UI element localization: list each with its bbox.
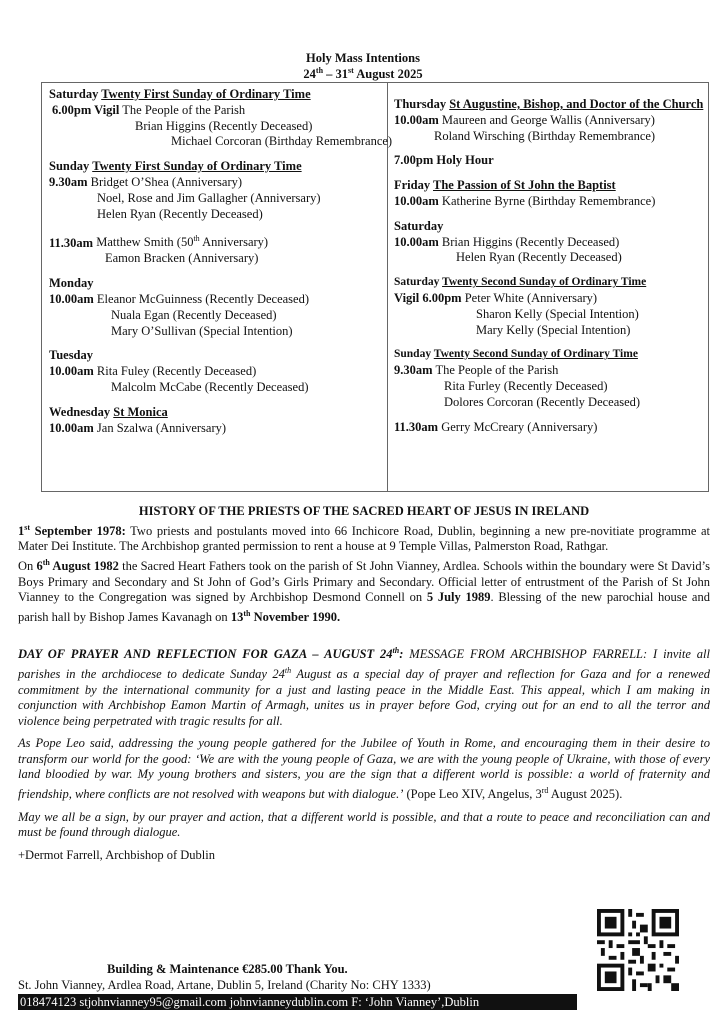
sunday-22-late-block: 11.30am Gerry McCreary (Anniversary) xyxy=(394,419,598,434)
contact-bar xyxy=(18,994,577,1010)
contact-info[interactable]: 018474123 stjohnvianney95@gmail.com johnvianneydublin.com F: ‘John Vianney’,Dublin xyxy=(20,995,480,1009)
parish-address: St. John Vianney, Ardlea Road, Artane, Dublin 5, Ireland (Charity No: CHY 1333) xyxy=(18,978,431,992)
history-title: HISTORY OF THE PRIESTS OF THE SACRED HEART OF JESUS IN IRELAND xyxy=(138,504,590,518)
history-paragraph-2: On 6th August 1982 the Sacred Heart Fathers took on the parish of St John Vianney, Ardlea. Schools within the boundary were St David’s Boys Primary and Secondary and St John of God’s Girls Primary and Secondary. Official letter of entrustment of the Parish of St John Vianney to the Congregation was signed by Archbishop Desmond Connell on 5 July 1989. Blessing of the new parochial house and parish hall by Bishop James Kavanagh on 13th November 1990. xyxy=(18,557,710,625)
gaza-paragraph-2: As Pope Leo said, addressing the young people gathered for the Jubilee of Youth in Rome, and encouraging them in their desire to transform our world for the good: ‘We are with the young people of Gaza, we are with the young people of Ukraine, with those of every land bloodied by war. My young brothers and sisters, you are the sign that a different world is possible: a world of fraternity and friendship, where conflicts are not resolved with weapons but with dialogue.’ (Pope Leo XIV, Angelus, 3rd August 2025). xyxy=(18,736,710,802)
history-section xyxy=(18,504,710,626)
history-paragraph-1: 1st September 1978: Two priests and postulants moved into 66 Inchicore Road, Dublin, beginning a new pre-novitiate programme at Mater Dei Institute. The Archbishop granted permission to rent a house at 9 Temple Villas, Palmerston Road, Rathgar. xyxy=(18,522,710,554)
tuesday-block: Tuesday 10.00am Rita Fuley (Recently Deceased) Malcolm McCabe (Recently Deceased) xyxy=(49,348,309,394)
page-title: Holy Mass Intentions xyxy=(306,51,420,65)
date-range: 24th – 31st August 2025 xyxy=(303,66,423,82)
sunday-22-block: Sunday Twenty Second Sunday of Ordinary Time 9.30am The People of the Parish Rita Furley (Recently Deceased) Dolores Corcoran (Recently Deceased) xyxy=(394,348,641,409)
saturday-block: Saturday 10.00am Brian Higgins (Recently Deceased) Helen Ryan (Recently Deceased) xyxy=(394,218,622,265)
gaza-section xyxy=(18,643,710,864)
monday-block: Monday 10.00am Eleanor McGuinness (Recently Deceased) Nuala Egan (Recently Deceased) Mary O’Sullivan (Special Intention) xyxy=(49,276,309,338)
saturday-vigil-22-block: Saturday Twenty Second Sunday of Ordinary Time Vigil 6.00pm Peter White (Anniversary) Sharon Kelly (Special Intention) Mary Kelly (Special Intention) xyxy=(394,276,647,337)
sunday-block: Sunday Twenty First Sunday of Ordinary Time 9.30am Bridget O’Shea (Anniversary) Noel, Rose and Jim Gallagher (Anniversary) Helen Ryan (Recently Deceased) xyxy=(49,159,321,221)
thursday-block: Thursday St Augustine, Bishop, and Doctor of the Church 10.00am Maureen and George Wallis (Anniversary) Roland Wirsching (Birthday Remembrance) xyxy=(394,97,704,143)
friday-block: Friday The Passion of St John the Baptist 10.00am Katherine Byrne (Birthday Remembrance) xyxy=(394,178,656,208)
right-column xyxy=(394,97,706,444)
signature: +Dermot Farrell, Archbishop of Dublin xyxy=(18,848,215,862)
mass-intentions-table xyxy=(41,82,709,492)
gaza-paragraph-3: May we all be a sign, by our prayer and action, that a different world is possible, and that a route to peace and reconciliation can and must be found through dialogue. xyxy=(18,809,710,840)
qr-code-icon xyxy=(597,909,679,991)
holy-hour-block: 7.00pm Holy Hour xyxy=(394,153,494,168)
sunday-late-block: 11.30am Matthew Smith (50th Anniversary) Eamon Bracken (Anniversary) xyxy=(49,234,269,266)
saturday-vigil-block: Saturday Twenty First Sunday of Ordinary Time 6.00pm Vigil The People of the Parish Brian Higgins (Recently Deceased) Michael Corcoran (Birthday Remembrance) xyxy=(49,87,393,149)
building-maintenance-note: Building & Maintenance €285.00 Thank You. xyxy=(107,962,348,976)
left-column xyxy=(49,87,393,445)
wednesday-block: Wednesday St Monica 10.00am Jan Szalwa (Anniversary) xyxy=(49,404,227,435)
gaza-paragraph-1: DAY OF PRAYER AND REFLECTION FOR GAZA – AUGUST 24th: MESSAGE FROM ARCHBISHOP FARRELL: I invite all parishes in the archdiocese to dedicate Sunday 24th August as a special day of prayer and reflection for Gaza and for a renewed commitment by the international community for a just and lasting peace in the Middle East. This appeal, which I am making in conjunction with Archbishop Eamon Martin of Armagh, unites us in prayer before God, crying out for an end to all the terror and violence being perpetrated with tragic results for all. xyxy=(18,646,711,728)
